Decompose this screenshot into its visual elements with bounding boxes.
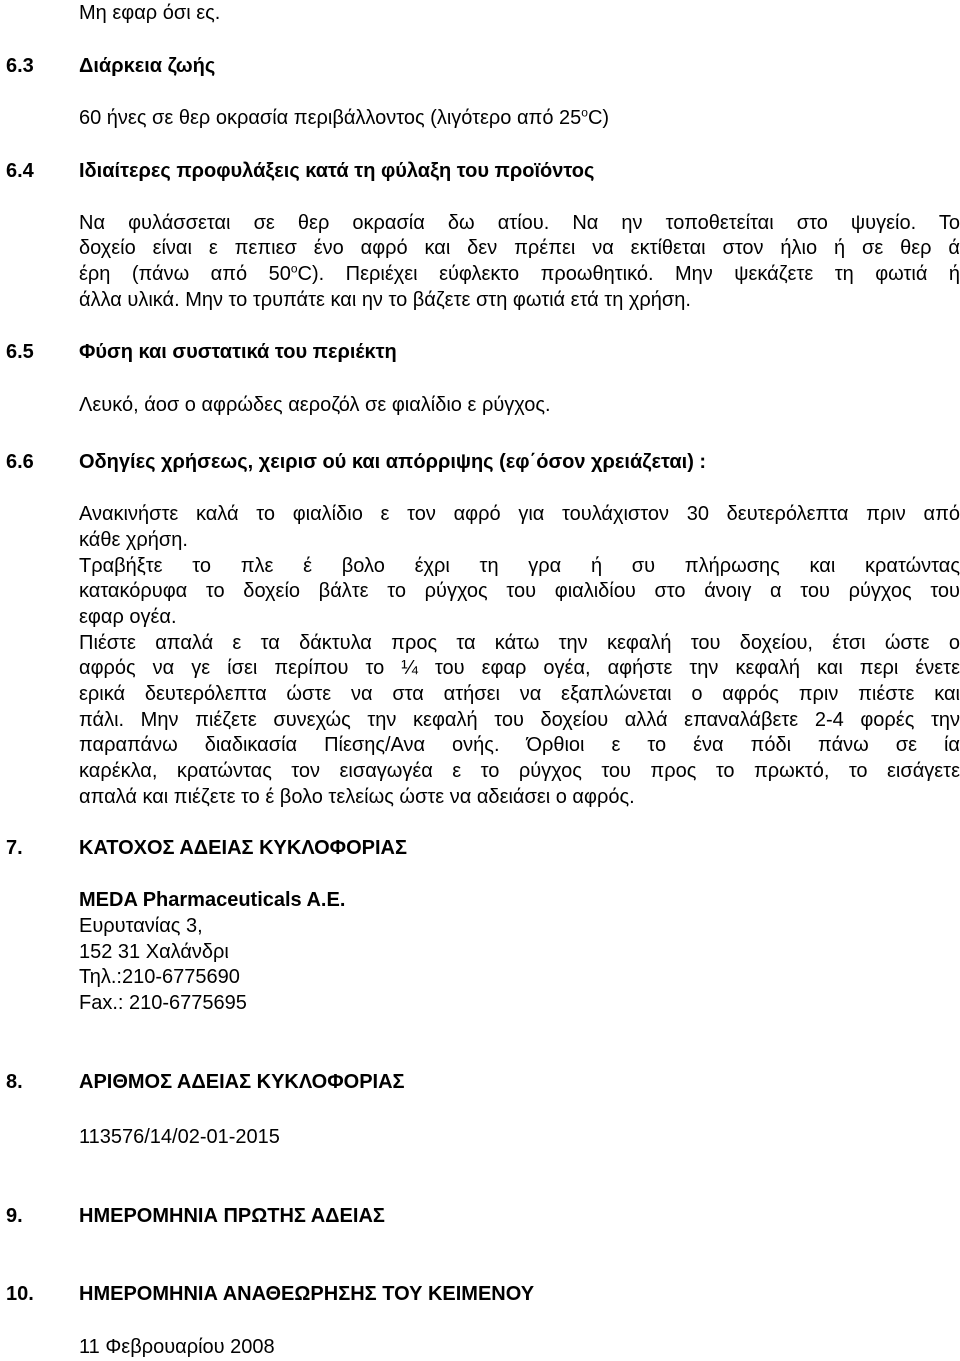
section-6-5-title: Φύση και συστατικά του περιέκτη	[79, 341, 397, 363]
section-8-title: ΑΡΙΘΜΟΣ ΑΔΕΙΑΣ ΚΥΚΛΟΦΟΡΙΑΣ	[79, 1071, 405, 1093]
section-9-title: ΗΜΕΡΟΜΗΝΙΑ ΠΡΩΤΗΣ ΑΔΕΙΑΣ	[79, 1205, 385, 1227]
section-10-number: 10.	[6, 1283, 34, 1305]
company-phone: Τηλ.:210-6775690	[79, 966, 240, 988]
section-6-6-line-7: αφρός να γε ίσει περίπου το ¼ του εφαρ ογέα, αφήστε την κεφαλή και περι ένετε	[79, 657, 960, 679]
section-6-3-title: Διάρκεια ζωής	[79, 55, 216, 77]
section-7-number: 7.	[6, 837, 23, 859]
section-6-6-title: Οδηγίες χρήσεως, χειρισ ού και απόρριψης (εφ΄όσον χρειάζεται) :	[79, 451, 707, 473]
section-6-4-line-3	[79, 263, 960, 286]
company-address-1: Ευρυτανίας 3,	[79, 915, 203, 937]
section-6-4-number: 6.4	[6, 160, 34, 182]
section-6-6-line-2: κάθε χρήση.	[79, 529, 188, 551]
section-6-6-line-3: Τραβήξτε το πλε έ βολο έχρι τη γρα ή συ πλήρωσης και κρατώντας	[79, 555, 960, 577]
section-6-6-line-9: πάλι. Μην πιέζετε συνεχώς την κεφαλή του δοχείου αλλά επαναλάβετε 2-4 φορές την	[79, 709, 960, 731]
section-8-number: 8.	[6, 1071, 23, 1093]
section-6-6-line-4: κατακόρυφα το δοχείο βάλτε το ρύγχος του φιαλιδίου στο άνοιγ α του ρύγχος του	[79, 580, 960, 602]
section-6-3-text	[79, 107, 609, 130]
company-fax: Fax.: 210-6775695	[79, 992, 247, 1014]
section-6-5-text: Λευκό, άοσ ο αφρώδες αεροζόλ σε φιαλίδιο ε ρύγχος.	[79, 394, 551, 416]
section-9-number: 9.	[6, 1205, 23, 1227]
section-7-title: ΚΑΤΟΧΟΣ ΑΔΕΙΑΣ ΚΥΚΛΟΦΟΡΙΑΣ	[79, 837, 407, 859]
section-6-6-line-12: απαλά και πιέζετε το έ βολο τελείως ώστε να αδειάσει ο αφρός.	[79, 786, 635, 808]
section-10-title: ΗΜΕΡΟΜΗΝΙΑ ΑΝΑΘΕΩΡΗΣΗΣ ΤΟΥ ΚΕΙΜΕΝΟΥ	[79, 1283, 535, 1305]
section-6-5-number: 6.5	[6, 341, 34, 363]
section-6-6-line-8: ερικά δευτερόλεπτα ώστε να στα ατήσει να εξαπλώνεται ο αφρός πριν πιέστε και	[79, 683, 960, 705]
license-number: 113576/14/02-01-2015	[79, 1126, 280, 1148]
section-6-6-line-1: Ανακινήστε καλά το φιαλίδιο ε τον αφρό για τουλάχιστον 30 δευτερόλεπτα πριν από	[79, 503, 960, 525]
company-name: MEDA Pharmaceuticals A.E.	[79, 889, 346, 911]
company-address-2: 152 31 Χαλάνδρι	[79, 941, 229, 963]
section-6-6-line-10: παραπάνω διαδικασία Πίεσης/Ανα ονής. Όρθιοι ε το ένα πόδι πάνω σε ία	[79, 734, 960, 756]
degree-sup-2: o	[290, 261, 298, 276]
intro-line: Μη εφαρ όσι ες.	[79, 2, 221, 24]
section-6-4-title: Ιδιαίτερες προφυλάξεις κατά τη φύλαξη του προϊόντος	[79, 160, 595, 182]
revision-date: 11 Φεβρουαρίου 2008	[79, 1336, 275, 1358]
section-6-6-number: 6.6	[6, 451, 34, 473]
section-6-4-line-4: άλλα υλικά. Μην το τρυπάτε και ην το βάζετε στη φωτιά ετά τη χρήση.	[79, 289, 691, 311]
shelf-life-text: 60 ήνες σε θερ οκρασία περιβάλλοντος (λιγότερο από 25	[79, 107, 582, 129]
shelf-life-unit: C)	[587, 107, 610, 129]
section-6-4-line-2: δοχείο είναι ε πεπιεσ ένο αφρό και δεν πρέπει να εκτίθεται στον ήλιο ή σε θερ ά	[79, 237, 960, 259]
storage-text-b: C). Περιέχει εύφλεκτο προωθητικό. Μην ψεκάζετε τη φωτιά ή	[297, 263, 960, 285]
section-6-4-line-1: Να φυλάσσεται σε θερ οκρασία δω ατίου. Να ην τοποθετείται στο ψυγείο. Το	[79, 212, 960, 234]
section-6-6-line-5: εφαρ ογέα.	[79, 606, 177, 628]
section-6-6-line-6: Πιέστε απαλά ε τα δάκτυλα προς τα κάτω την κεφαλή του δοχείου, έτσι ώστε ο	[79, 632, 960, 654]
degree-sup: o	[581, 105, 588, 120]
storage-text-a: έρη (πάνω από 50	[79, 263, 291, 285]
section-6-6-line-11: καρέκλα, κρατώντας τον εισαγωγέα ε το ρύγχος του προς το πρωκτό, το εισάγετε	[79, 760, 960, 782]
section-6-3-number: 6.3	[6, 55, 34, 77]
